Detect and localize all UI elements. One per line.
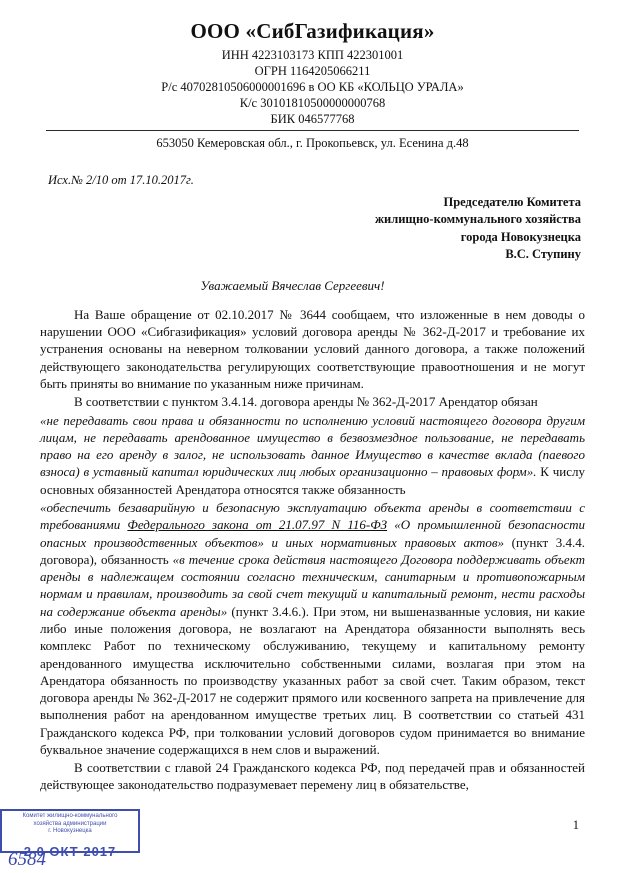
stamp-box xyxy=(0,809,140,859)
bik-line: БИК 046577768 xyxy=(270,111,355,126)
ogrn-line: ОГРН 1164205066211 xyxy=(254,63,371,78)
salutation: Уважаемый Вячеслав Сергеевич! xyxy=(200,277,385,293)
stamp-line-3: г. Новокузнецка xyxy=(48,828,92,834)
letter-body xyxy=(40,306,585,794)
company-address: 653050 Кемеровская обл., г. Прокопьевск, ул. Есенина д.48 xyxy=(156,135,469,150)
paragraph-2-quote-wrap xyxy=(40,412,585,498)
company-name: ООО «СибГазификация» xyxy=(190,19,435,43)
stamp-date: 2 0 ОКТ 2017 xyxy=(23,843,117,859)
paragraph-2 xyxy=(40,393,585,410)
incoming-stamp xyxy=(0,809,150,871)
paragraph-3-quote-part1: «обеспечить безаварийную и безопасную эксплуатацию объекта аренды в соответствии с требованиями xyxy=(40,499,585,533)
addressee-line-3: города Новокузнецка xyxy=(460,229,581,244)
page-number: 1 xyxy=(572,818,579,832)
federal-law-reference: Федерального закона от 21.07.97 N 116-ФЗ xyxy=(127,517,388,533)
paragraph-2-tail: К числу основных обязанностей Арендатора относятся также обязанность xyxy=(40,464,585,497)
paragraph-3 xyxy=(40,499,585,758)
letterhead-divider xyxy=(46,130,579,131)
outgoing-reference: Исх.№ 2/10 от 17.10.2017г. xyxy=(48,172,194,187)
addressee-block xyxy=(40,194,585,264)
addressee-line-4: В.С. Ступину xyxy=(505,247,581,262)
letterhead xyxy=(40,18,585,151)
stamp-line-2: хозяйства администрации xyxy=(33,820,107,827)
addressee-line-2: жилищно-коммунального хозяйства xyxy=(374,212,581,227)
settlement-account-line: Р/с 40702810506000001696 в ОО КБ «КОЛЬЦО УРАЛА» xyxy=(161,79,464,94)
paragraph-3-tail: (пункт 3.4.4. договора), обязанность xyxy=(40,534,585,567)
paragraph-1: На Ваше обращение от 02.10.2017 № 3644 сообщаем, что изложенные в нем доводы о нарушении ООО «Сибгазификация» условий договора аренды № 362-Д-2017 и требование их устранения основаны на неверном толковании условий данного договора, а также положений действующего законодательства регулирующих соответствующие правоотношения и не могут быть приняты во внимание по указанным ниже причинам. xyxy=(40,306,585,391)
paragraph-4-tail: (пункт 3.4.6.). При этом, ни вышеназванные условия, ни какие либо иные положения договора, не возлагают на Арендатора обязанности выполнять весь комплекс Работ по техническому обслуживанию, текущему и капитальному ремонту арендованного имущества исключительно собственными силами, возлагая при этом на Арендатора обязанность по производству указанных работ за свой счет. Таким образом, текст договора аренды № 362-Д-2017 не содержит прямого или косвенного запрета на привлечение для выполнения работ на арендованном имуществе третьих лиц. В соответствии со статьей 431 Гражданского кодекса РФ, при толковании условий договоров судом принимается во внимание буквальное значение содержащихся в нем слов и выражений. xyxy=(40,603,585,757)
paragraph-2-lead: В соответствии с пунктом 3.4.14. договора аренды № 362-Д-2017 Арендатор обязан xyxy=(74,394,538,410)
paragraph-4-quote: «в течение срока действия настоящего Договора поддерживать объект аренды в надлежащем состоянии согласно техническим, санитарным и противопожарным нормам и правилам, производить за свой счет текущий и капитальный ремонт, нести расходы на содержание объекта аренды» xyxy=(40,551,585,619)
stamp-line-1: Комитет жилищно-коммунального xyxy=(22,813,118,819)
paragraph-5: В соответствии с главой 24 Гражданского кодекса РФ, под передачей прав и обязанностей действующее законодательство подразумевает перемену лиц в обязательстве, xyxy=(40,760,585,793)
inn-kpp-line: ИНН 4223103173 КПП 422301001 xyxy=(221,47,404,62)
paragraph-2-quote: «не передавать свои права и обязанности по исполнению условий настоящего договора другим лицам, не передавать арендованное имущество в безвозмездное пользование, не передавать право на его аренду в залог, не использовать данное Имущество в качестве вклада (паевого взноса) в уставный капитал юридических лиц любых организационно – правовых форм». xyxy=(40,412,585,480)
addressee-line-1: Председателю Комитета xyxy=(443,194,581,209)
stamp-handwritten-number: 6584 xyxy=(8,849,46,870)
paragraph-3-quote-part2: «О промышленной безопасности опасных производственных объектов» и иных нормативных правовых актов» xyxy=(40,517,585,550)
correspondent-account-line: К/с 30101810500000000768 xyxy=(239,95,386,110)
